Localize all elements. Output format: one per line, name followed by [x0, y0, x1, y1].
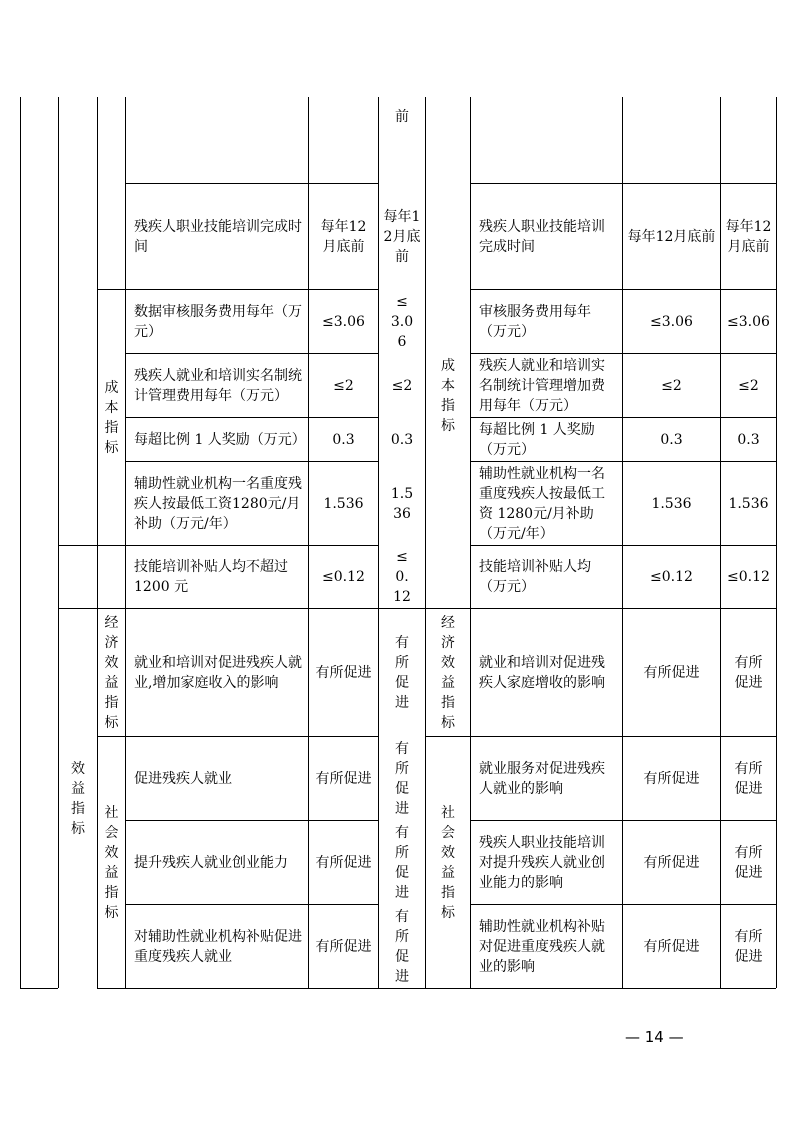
row10-end-value [379, 905, 425, 988]
row9-mid-target [471, 821, 622, 904]
row9-mid-goal [623, 821, 720, 904]
label-text: 经济效益指标 [104, 614, 119, 731]
mid-cost-indicator-label [426, 184, 470, 608]
row2-end-value [379, 290, 425, 353]
row9-target [126, 821, 308, 904]
row5-goal [309, 462, 378, 545]
cell-text: 有所促进 [395, 908, 409, 985]
row3-mid-end-value [721, 354, 776, 417]
social-benefit-label [98, 737, 125, 988]
cell-text: 1.536 [323, 495, 364, 512]
cell-text: 审核服务费用每年（万元） [479, 303, 591, 340]
cell-text: 0.3 [660, 431, 683, 448]
row3-end-value [379, 354, 425, 417]
row8-mid-end-value [721, 737, 776, 820]
benefit-indicator-label [59, 609, 97, 988]
row2-target [126, 290, 308, 353]
cell-text: 有所促进 [734, 844, 763, 881]
cell-text: 1.536 [728, 495, 769, 512]
cell-text: 就业服务对促进残疾人就业的影响 [479, 760, 605, 797]
cell-text: 提升残疾人就业创业能力 [134, 854, 288, 871]
cell-text: ≤2 [661, 377, 682, 394]
cell-text: 有所促进 [734, 654, 763, 691]
row7-goal [309, 609, 378, 736]
cell-text: 技能培训补贴人均（万元） [479, 559, 591, 595]
row4-mid-end-value [721, 418, 776, 461]
row2-mid-target [471, 290, 622, 353]
row1-end-value [379, 184, 425, 289]
label-text: 经济效益指标 [441, 614, 455, 731]
row10-mid-end-value [721, 905, 776, 988]
row7-mid-goal [623, 609, 720, 736]
page-number [625, 1028, 684, 1046]
cell-text: 技能培训补贴人均不超过 1200 元 [134, 559, 288, 595]
row1-mid-end-value [721, 184, 776, 289]
row6-mid-end-value [721, 546, 776, 608]
cell-text: 辅助性就业机构一名重度残疾人按最低工资1280元/月补助（万元/年） [134, 475, 302, 532]
row1-goal [309, 184, 378, 289]
cell-text: 有所促进 [395, 634, 409, 711]
cell-text: 1.536 [390, 485, 414, 522]
cell-text: 每超比例 1 人奖励（万元） [479, 421, 595, 458]
cell-text: 对辅助性就业机构补贴促进重度残疾人就业 [134, 928, 302, 965]
row8-mid-goal [623, 737, 720, 820]
cell-text: ≤3.06 [390, 293, 414, 350]
row1-target [126, 184, 308, 289]
cell-text: ≤0.12 [650, 569, 693, 585]
cell-text: ≤2 [738, 377, 759, 394]
cell-text: 有所促进 [315, 770, 372, 787]
row2-mid-goal [623, 290, 720, 353]
cell-text: 数据审核服务费用每年（万元） [134, 303, 302, 340]
cell-text: 就业和培训对促进残疾人家庭增收的影响 [479, 654, 605, 691]
cell-text: 每年12月底前 [383, 208, 421, 265]
label-text: 成本指标 [104, 379, 119, 456]
cell-text: ≤0.12 [727, 569, 770, 585]
cell-text: 就业和培训对促进残疾人就业,增加家庭收入的影响 [134, 654, 302, 691]
row6-mid-goal [623, 546, 720, 608]
cell-text: 每年12月底前 [725, 218, 772, 255]
row4-end-value [379, 418, 425, 461]
cell-text: 有所促进 [315, 664, 372, 681]
row6-mid-target [471, 546, 622, 608]
mid-social-benefit-label [426, 737, 470, 988]
cell-text: ≤0.12 [322, 569, 365, 585]
cell-text: 促进残疾人就业 [134, 770, 232, 787]
label-text: 效益指标 [71, 760, 85, 837]
cell-text: 辅助性就业机构一名重度残疾人按最低工资 1280元/月补助（万元/年） [479, 465, 605, 542]
row8-goal [309, 737, 378, 820]
row4-goal [309, 418, 378, 461]
row7-mid-end-value [721, 609, 776, 736]
row2-goal [309, 290, 378, 353]
row5-target [126, 462, 308, 545]
cell-text: 每超比例 1 人奖励（万元） [134, 431, 306, 448]
row6-end-value [379, 546, 425, 608]
cell-text: 有所促进 [315, 938, 372, 955]
row6-target [126, 546, 308, 608]
row0-end-value [379, 97, 425, 137]
row10-mid-target [471, 905, 622, 988]
row7-end-value [379, 609, 425, 736]
row7-mid-target [471, 609, 622, 736]
cell-text: ≤3.06 [727, 313, 770, 330]
row10-mid-goal [623, 905, 720, 988]
row8-target [126, 737, 308, 820]
cell-text: 残疾人就业和培训实名制统计管理增加费用每年（万元） [479, 357, 605, 414]
row5-mid-target [471, 462, 622, 545]
cell-text: 有所促进 [643, 770, 700, 787]
row9-goal [309, 821, 378, 904]
row6-goal [309, 546, 378, 608]
cell-text: 有所促进 [734, 760, 763, 797]
cell-text: 残疾人职业技能培训完成时间 [479, 218, 605, 255]
cell-text: 1.536 [651, 495, 692, 512]
row3-mid-goal [623, 354, 720, 417]
cell-text: 0.3 [332, 431, 355, 448]
row8-mid-target [471, 737, 622, 820]
cell-text: ≤0.12 [393, 549, 411, 605]
cell-text: 每年12月底前 [627, 228, 716, 245]
cell-text: 有所促进 [734, 928, 763, 965]
cell-text: ≤3.06 [650, 313, 693, 330]
row1-mid-target [471, 184, 622, 289]
row8-end-value [379, 737, 425, 820]
mid-economic-benefit-label [426, 609, 470, 736]
cell-text: 前 [395, 109, 409, 125]
economic-benefit-label [98, 609, 125, 736]
page-number-text: — 14 — [625, 1028, 684, 1046]
row9-end-value [379, 821, 425, 904]
cell-text: ≤2 [391, 377, 413, 394]
cell-text: 有所促进 [643, 664, 700, 681]
row9-mid-end-value [721, 821, 776, 904]
cell-text: 残疾人职业技能培训对提升残疾人就业创业能力的影响 [479, 834, 605, 891]
cell-text: 0.3 [390, 431, 414, 448]
cell-text: ≤3.06 [322, 313, 365, 330]
cell-text: 残疾人就业和培训实名制统计管理费用每年（万元） [134, 367, 302, 404]
row5-mid-end-value [721, 462, 776, 545]
row4-mid-goal [623, 418, 720, 461]
row5-end-value [379, 462, 425, 545]
cell-text: 有所促进 [315, 854, 372, 871]
row4-target [126, 418, 308, 461]
row4-mid-target [471, 418, 622, 461]
label-text: 成本指标 [441, 358, 455, 434]
label-text: 社会效益指标 [104, 804, 119, 921]
row3-target [126, 354, 308, 417]
cost-indicator-label [98, 290, 125, 545]
cell-text: 有所促进 [395, 740, 409, 817]
cell-text: 辅助性就业机构补贴对促进重度残疾人就业的影响 [479, 918, 605, 975]
row3-mid-target [471, 354, 622, 417]
cell-text: 残疾人职业技能培训完成时间 [134, 218, 302, 255]
row3-goal [309, 354, 378, 417]
cell-text: 0.3 [737, 431, 760, 448]
cell-text: 每年12月底前 [320, 218, 367, 255]
cell-text: 有所促进 [643, 854, 700, 871]
row10-goal [309, 905, 378, 988]
row1-mid-goal [623, 184, 720, 289]
row2-mid-end-value [721, 290, 776, 353]
row5-mid-goal [623, 462, 720, 545]
row10-target [126, 905, 308, 988]
label-text: 社会效益指标 [441, 804, 455, 921]
cell-text: 有所促进 [643, 938, 700, 955]
cell-text: 有所促进 [395, 824, 409, 901]
cell-text: ≤2 [333, 377, 354, 394]
row7-target [126, 609, 308, 736]
